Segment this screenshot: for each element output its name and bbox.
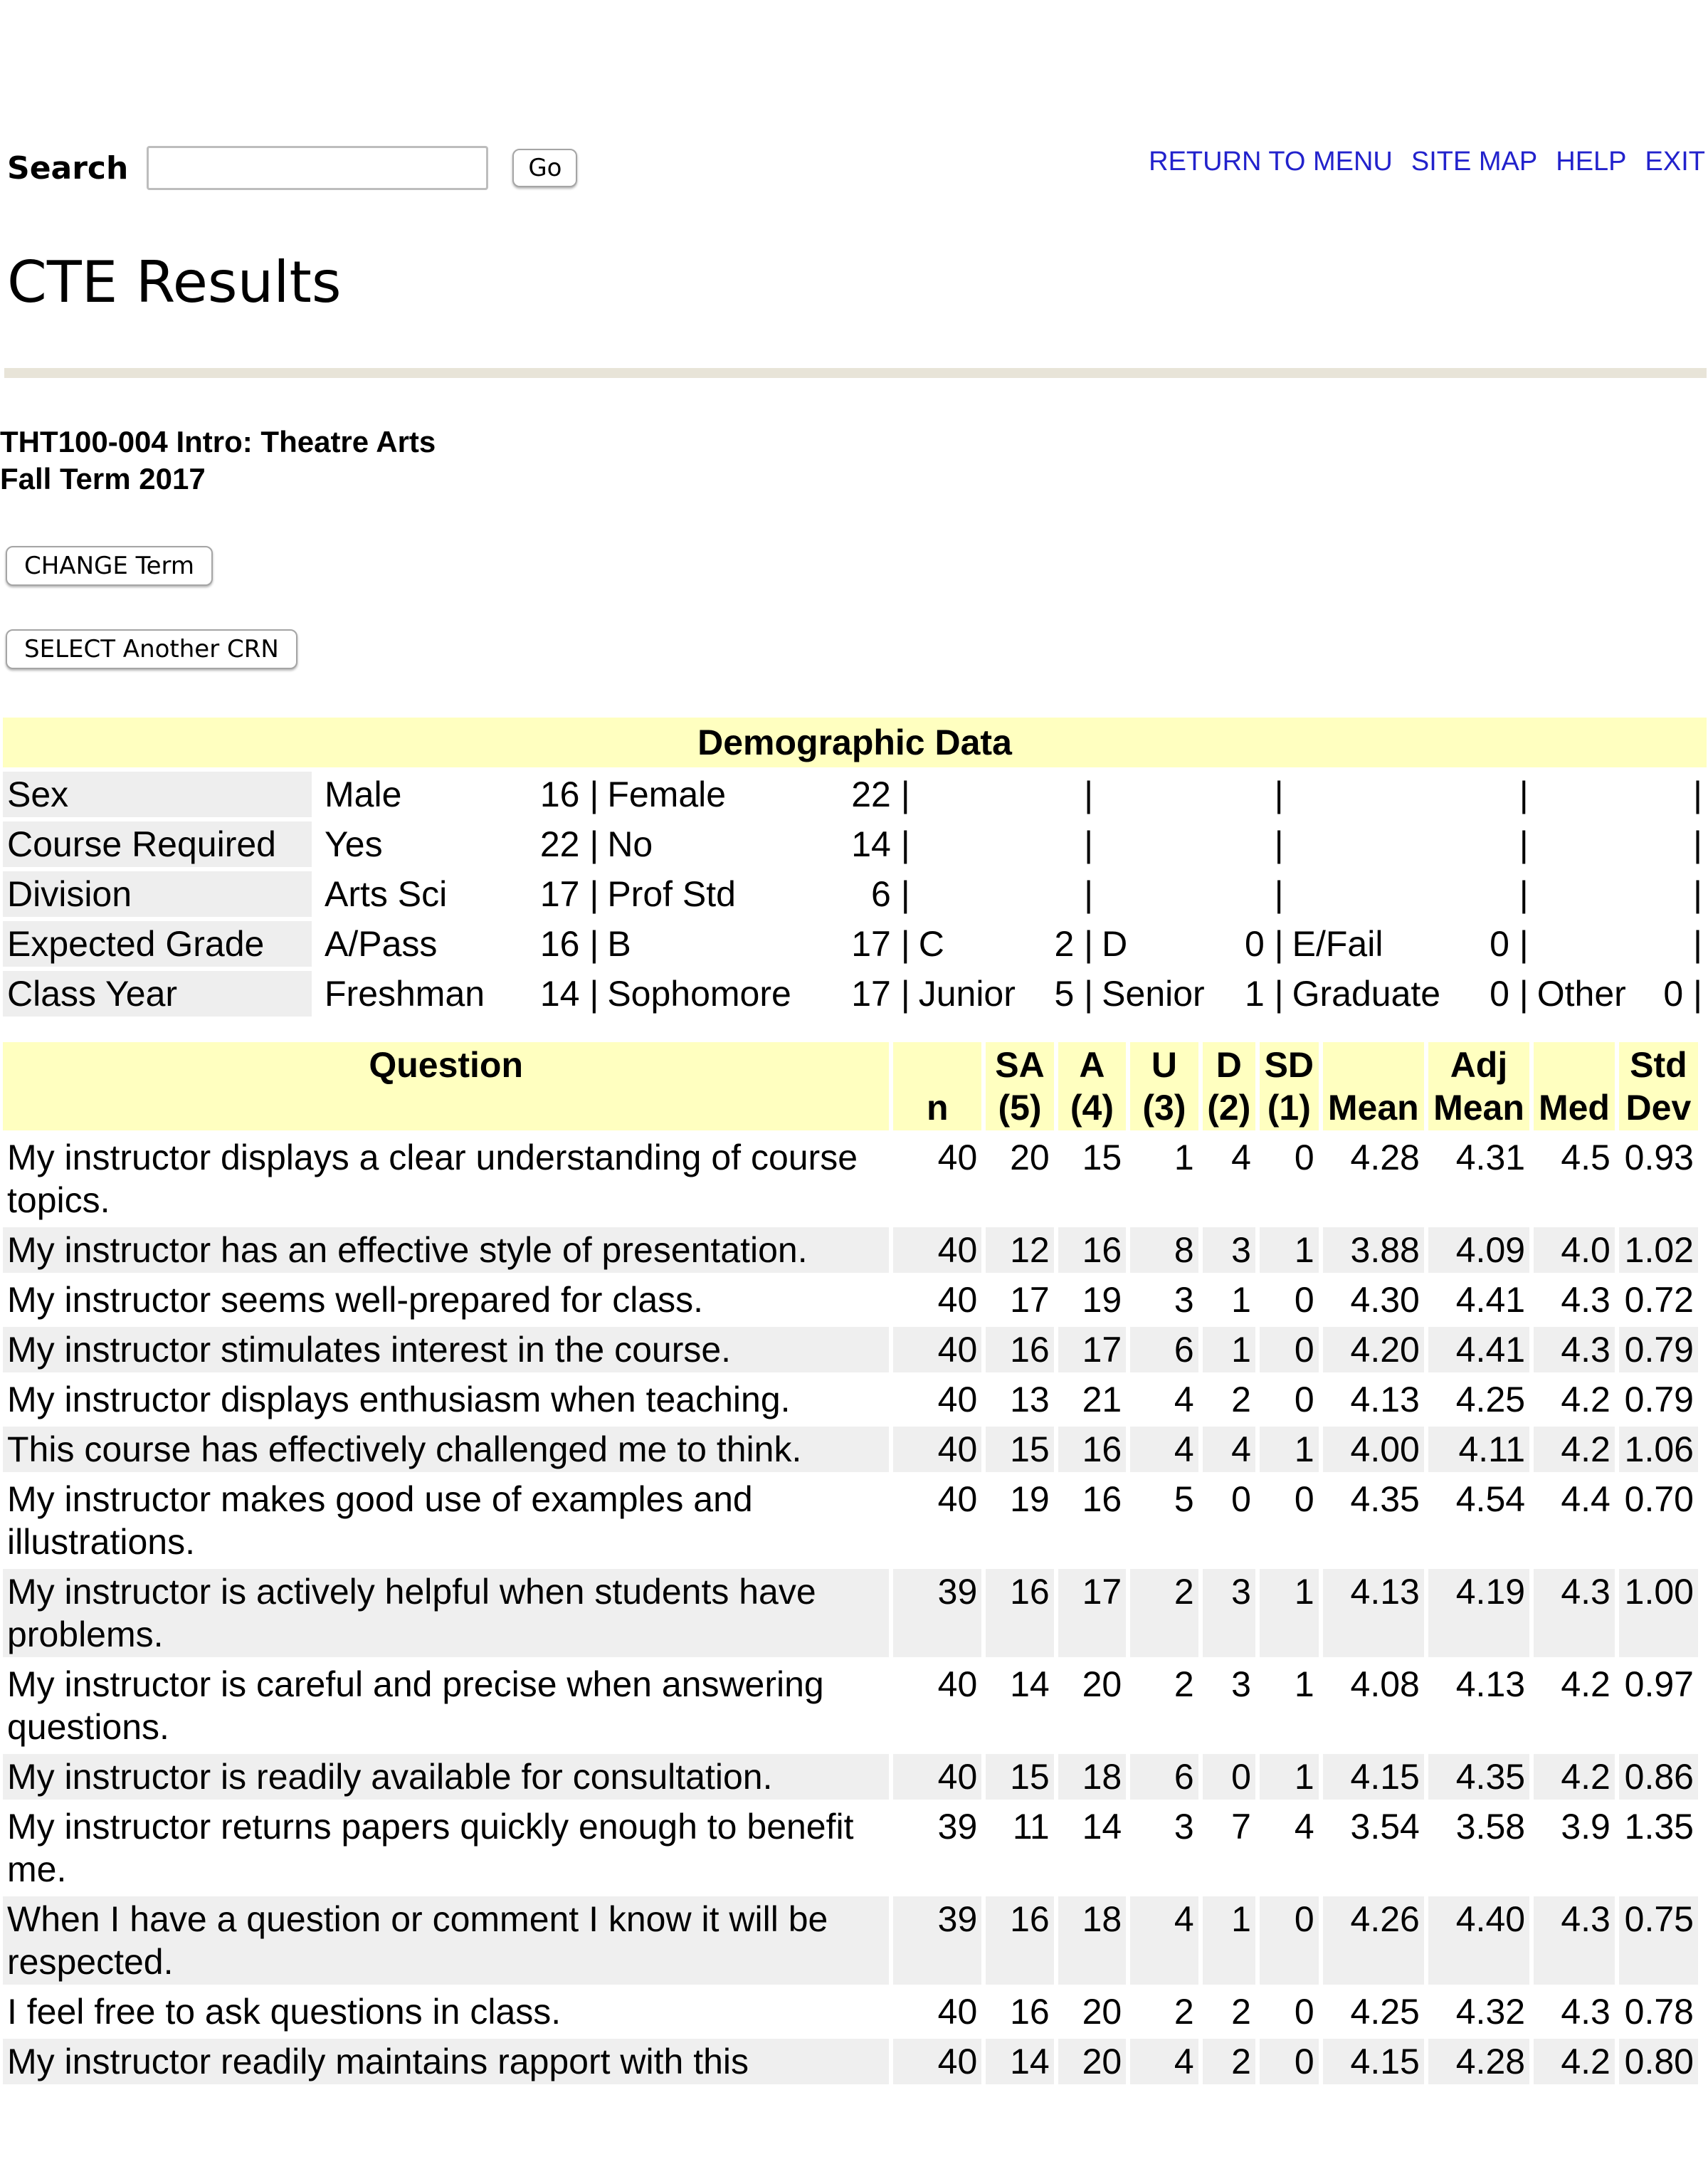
- table-row: [3, 1754, 1698, 1800]
- demographic-count: |: [1693, 924, 1702, 964]
- question-value: 0.86: [1619, 1754, 1698, 1800]
- question-text: My instructor returns papers quickly enough to benefit me.: [7, 1807, 854, 1889]
- question-value: 4: [1130, 1427, 1198, 1472]
- question-value: 40: [937, 1479, 978, 1519]
- question-value: 4.25: [1350, 1992, 1420, 2032]
- question-value: 4.2: [1534, 2039, 1615, 2084]
- demographic-label: Expected Grade: [3, 921, 320, 967]
- question-text: My instructor displays a clear understanding of course topics.: [7, 1138, 858, 1220]
- question-value: 16: [1058, 1427, 1126, 1472]
- question-value: 0.75: [1619, 1896, 1698, 1985]
- demographic-count: 17 |: [851, 974, 910, 1014]
- demographic-category: [914, 871, 1041, 917]
- demographic-count: |: [1519, 774, 1529, 814]
- demographic-category: [1533, 871, 1650, 917]
- question-value: 1.35: [1624, 1807, 1694, 1847]
- question-value: 4.13: [1455, 1664, 1526, 1704]
- question-value: 3: [1231, 1664, 1251, 1704]
- table-row: [3, 1989, 1698, 2034]
- question-value: 4.2: [1534, 1754, 1615, 1800]
- question-value: 4: [1231, 1138, 1251, 1177]
- question-value: 4.3: [1534, 1896, 1615, 1985]
- question-text: My instructor is readily available for consultation.: [3, 1754, 889, 1800]
- col-d: D (2): [1203, 1042, 1255, 1130]
- question-value: 0.72: [1624, 1280, 1694, 1320]
- question-value: 0.97: [1624, 1664, 1694, 1704]
- search-bar: [7, 146, 577, 190]
- question-value: 0: [1294, 1138, 1314, 1177]
- col-std-dev: Std Dev: [1619, 1042, 1698, 1130]
- table-row: [3, 2039, 1698, 2084]
- question-value: 0: [1260, 1327, 1319, 1372]
- question-value: 1: [1260, 1754, 1319, 1800]
- demographic-label: Class Year: [3, 971, 320, 1017]
- demographic-label: Division: [3, 871, 320, 917]
- demographic-count: 17 |: [539, 874, 599, 914]
- demographic-category: B: [607, 924, 631, 964]
- demographic-row: [3, 772, 1707, 817]
- question-value: 4: [1130, 1896, 1198, 1985]
- question-value: 16: [1010, 1992, 1050, 2032]
- demographic-category: [1533, 772, 1650, 817]
- demographic-count: |: [1084, 824, 1094, 864]
- question-value: 40: [937, 1280, 978, 1320]
- question-value: 4.0: [1534, 1227, 1615, 1273]
- question-value: 20: [1058, 2039, 1126, 2084]
- question-value: 4.28: [1350, 1138, 1420, 1177]
- demographic-count: 6 |: [871, 874, 910, 914]
- demographic-category: Prof Std: [607, 874, 736, 914]
- course-term: Fall Term 2017: [0, 462, 206, 495]
- question-value: 2: [1231, 1380, 1251, 1419]
- question-value: 0: [1294, 1380, 1314, 1419]
- demographic-category: Yes: [325, 824, 383, 864]
- course-info: [0, 424, 436, 498]
- col-u: U (3): [1130, 1042, 1198, 1130]
- demographic-category: No: [607, 824, 653, 864]
- question-value: 5: [1174, 1479, 1194, 1519]
- demographic-count: 16 |: [539, 924, 599, 964]
- col-median: Med: [1534, 1042, 1615, 1130]
- demographic-count: |: [1693, 824, 1702, 864]
- question-value: 4.20: [1323, 1327, 1424, 1372]
- question-value: 2: [1231, 1992, 1251, 2032]
- question-value: 14: [1010, 1664, 1050, 1704]
- demographic-count: 16 |: [539, 774, 599, 814]
- question-value: 1.02: [1619, 1227, 1698, 1273]
- demographic-row: [3, 821, 1707, 867]
- question-value: 4.13: [1350, 1380, 1420, 1419]
- question-text: My instructor is actively helpful when students have problems.: [3, 1569, 889, 1657]
- col-sa: SA (5): [986, 1042, 1053, 1130]
- question-value: 3: [1174, 1280, 1194, 1320]
- question-value: 0.79: [1619, 1327, 1698, 1372]
- question-text: This course has effectively challenged me to think.: [3, 1427, 889, 1472]
- question-value: 4.32: [1455, 1992, 1526, 2032]
- question-value: 0: [1294, 1992, 1314, 2032]
- question-value: 16: [986, 1327, 1053, 1372]
- question-value: 14: [986, 2039, 1053, 2084]
- question-value: 18: [1058, 1896, 1126, 1985]
- demographic-category: [1288, 772, 1476, 817]
- question-value: 16: [1058, 1227, 1126, 1273]
- question-value: 40: [937, 1380, 978, 1419]
- question-value: 39: [893, 1896, 981, 1985]
- question-value: 3.9: [1561, 1807, 1611, 1847]
- question-value: 4: [1174, 1380, 1194, 1419]
- question-text: My instructor stimulates interest in the course.: [3, 1327, 889, 1372]
- col-n: n: [893, 1042, 981, 1130]
- question-value: 4.4: [1561, 1479, 1611, 1519]
- question-value: 40: [893, 1327, 981, 1372]
- demographic-category: [1097, 772, 1231, 817]
- table-row: [3, 1476, 1698, 1565]
- demographic-category: [1097, 871, 1231, 917]
- demographic-row: [3, 871, 1707, 917]
- demographic-category: Other: [1536, 974, 1626, 1014]
- table-row: [3, 1277, 1698, 1323]
- demographic-category: D: [1102, 924, 1128, 964]
- question-text: My instructor seems well-prepared for class.: [7, 1280, 704, 1320]
- question-value: 0: [1260, 1896, 1319, 1985]
- question-value: 4.2: [1561, 1380, 1611, 1419]
- question-value: 0.70: [1624, 1479, 1694, 1519]
- demographic-category: C: [918, 924, 944, 964]
- demographic-count: |: [1519, 824, 1529, 864]
- question-value: 3: [1203, 1227, 1255, 1273]
- question-value: 4.5: [1561, 1138, 1611, 1177]
- question-text: My instructor displays enthusiasm when teaching.: [7, 1380, 791, 1419]
- question-value: 4.30: [1350, 1280, 1420, 1320]
- question-value: 40: [937, 1992, 978, 2032]
- col-a: A (4): [1058, 1042, 1126, 1130]
- help-link[interactable]: HELP: [1556, 147, 1627, 177]
- exit-link[interactable]: EXIT: [1645, 147, 1705, 177]
- question-value: 4.00: [1323, 1427, 1424, 1472]
- change-term-button[interactable]: CHANGE Term: [6, 546, 213, 586]
- demographic-count: 0 |: [1244, 924, 1284, 964]
- question-value: 4.3: [1561, 1280, 1611, 1320]
- demographic-count: 17 |: [851, 924, 910, 964]
- question-value: 16: [986, 1569, 1053, 1657]
- question-value: 0: [1294, 1479, 1314, 1519]
- demographic-count: |: [1084, 874, 1094, 914]
- question-value: 4.3: [1534, 1327, 1615, 1372]
- question-value: 40: [937, 1138, 978, 1177]
- go-button[interactable]: Go: [512, 149, 577, 187]
- table-row: [3, 1661, 1698, 1750]
- demographic-count: 0 |: [1490, 924, 1529, 964]
- question-value: 40: [893, 1754, 981, 1800]
- question-value: 6: [1130, 1754, 1198, 1800]
- question-value: 4.28: [1428, 2039, 1529, 2084]
- question-value: 0: [1294, 1280, 1314, 1320]
- search-label: Search: [7, 149, 129, 187]
- demographic-label: Sex: [3, 772, 320, 817]
- table-row: [3, 1804, 1698, 1892]
- question-text: My instructor is careful and precise when answering questions.: [7, 1664, 824, 1747]
- question-value: 40: [893, 2039, 981, 2084]
- demographic-count: 5 |: [1054, 974, 1094, 1014]
- question-value: 40: [937, 1664, 978, 1704]
- demographic-label: Course Required: [3, 821, 320, 867]
- demographic-category: [1097, 821, 1231, 867]
- question-value: 4.08: [1350, 1664, 1420, 1704]
- question-value: 3: [1174, 1807, 1194, 1847]
- question-value: 4.2: [1561, 1664, 1611, 1704]
- question-value: 2: [1130, 1569, 1198, 1657]
- demographic-category: E/Fail: [1292, 924, 1383, 964]
- question-value: 0: [1203, 1754, 1255, 1800]
- col-sd: SD (1): [1260, 1042, 1319, 1130]
- question-value: 20: [1082, 1664, 1122, 1704]
- table-row: [3, 1896, 1698, 1985]
- question-value: 1.06: [1619, 1427, 1698, 1472]
- search-input[interactable]: [147, 146, 488, 190]
- demographic-count: |: [1084, 774, 1094, 814]
- demographic-count: |: [1274, 824, 1284, 864]
- demographic-row: [3, 921, 1707, 967]
- question-value: 13: [1010, 1380, 1050, 1419]
- question-value: 2: [1174, 1992, 1194, 2032]
- demographic-count: |: [1693, 774, 1702, 814]
- demographic-count: |: [1519, 874, 1529, 914]
- question-value: 40: [893, 1427, 981, 1472]
- question-value: 4.35: [1350, 1479, 1420, 1519]
- question-text: My instructor makes good use of examples and illustrations.: [7, 1479, 753, 1562]
- question-value: 15: [1082, 1138, 1122, 1177]
- question-text: I feel free to ask questions in class.: [7, 1992, 562, 2032]
- question-value: 4: [1294, 1807, 1314, 1847]
- demographic-category: [1533, 821, 1650, 867]
- question-value: 18: [1058, 1754, 1126, 1800]
- demographic-category: [1288, 871, 1476, 917]
- question-value: 16: [986, 1896, 1053, 1985]
- questions-table: [0, 1038, 1702, 2089]
- question-value: 21: [1082, 1380, 1122, 1419]
- question-value: 1: [1203, 1896, 1255, 1985]
- demographic-count: 2 |: [1054, 924, 1094, 964]
- col-adj-mean: Adj Mean: [1428, 1042, 1529, 1130]
- demographic-category: Male: [325, 774, 402, 814]
- question-value: 1: [1174, 1138, 1194, 1177]
- demographic-category: A/Pass: [325, 924, 438, 964]
- question-value: 0.80: [1619, 2039, 1698, 2084]
- demographic-header: Demographic Data: [3, 718, 1707, 767]
- demographic-count: |: [1274, 774, 1284, 814]
- question-value: 2: [1174, 1664, 1194, 1704]
- question-value: 0.78: [1624, 1992, 1694, 2032]
- demographic-category: Female: [607, 774, 727, 814]
- question-value: 3.54: [1350, 1807, 1420, 1847]
- question-value: 4.15: [1323, 2039, 1424, 2084]
- question-value: 1: [1260, 1569, 1319, 1657]
- question-value: 3.58: [1455, 1807, 1526, 1847]
- question-value: 2: [1203, 2039, 1255, 2084]
- question-value: 39: [893, 1569, 981, 1657]
- question-value: 4.41: [1428, 1327, 1529, 1372]
- table-row: [3, 1327, 1698, 1372]
- demographic-category: Sophomore: [607, 974, 791, 1014]
- demographic-category: [1288, 821, 1476, 867]
- demographic-row: [3, 971, 1707, 1017]
- question-value: 3: [1203, 1569, 1255, 1657]
- question-value: 7: [1231, 1807, 1251, 1847]
- question-value: 4.54: [1455, 1479, 1526, 1519]
- question-value: 4.15: [1323, 1754, 1424, 1800]
- question-value: 4.2: [1534, 1427, 1615, 1472]
- question-value: 39: [937, 1807, 978, 1847]
- question-value: 4.11: [1428, 1427, 1529, 1472]
- question-value: 20: [1010, 1138, 1050, 1177]
- question-value: 4.3: [1534, 1569, 1615, 1657]
- demographic-category: Graduate: [1292, 974, 1441, 1014]
- demographic-count: |: [1274, 874, 1284, 914]
- question-value: 4.40: [1428, 1896, 1529, 1985]
- question-text: My instructor readily maintains rapport with this: [3, 2039, 889, 2084]
- page-title: CTE Results: [7, 249, 342, 315]
- question-text: When I have a question or comment I know it will be respected.: [3, 1896, 889, 1985]
- demographic-count: |: [1693, 874, 1702, 914]
- question-value: 1: [1231, 1280, 1251, 1320]
- col-question: Question: [3, 1042, 889, 1130]
- demographic-count: 0 |: [1490, 974, 1529, 1014]
- demographic-category: [1533, 921, 1650, 967]
- table-row: [3, 1569, 1698, 1657]
- demographic-table: [3, 713, 1707, 1021]
- demographic-count: 1 |: [1244, 974, 1284, 1014]
- question-value: 19: [1010, 1479, 1050, 1519]
- question-value: 0.79: [1624, 1380, 1694, 1419]
- demographic-category: [914, 772, 1041, 817]
- question-value: 15: [986, 1427, 1053, 1472]
- question-value: 6: [1130, 1327, 1198, 1372]
- question-value: 20: [1082, 1992, 1122, 2032]
- question-value: 4: [1130, 2039, 1198, 2084]
- question-value: 1.00: [1619, 1569, 1698, 1657]
- table-row: [3, 1377, 1698, 1422]
- question-value: 15: [986, 1754, 1053, 1800]
- question-value: 4.3: [1561, 1992, 1611, 2032]
- demographic-count: 14 |: [539, 974, 599, 1014]
- demographic-count: 0 |: [1663, 974, 1702, 1014]
- question-text: My instructor has an effective style of presentation.: [3, 1227, 889, 1273]
- question-value: 4.41: [1455, 1280, 1526, 1320]
- question-value: 17: [1058, 1569, 1126, 1657]
- question-value: 1: [1203, 1327, 1255, 1372]
- question-value: 4.09: [1428, 1227, 1529, 1273]
- demographic-count: 22 |: [851, 774, 910, 814]
- demographic-category: [914, 821, 1041, 867]
- table-row: [3, 1227, 1698, 1273]
- question-value: 0: [1260, 2039, 1319, 2084]
- demographic-category: Senior: [1102, 974, 1205, 1014]
- select-crn-button[interactable]: SELECT Another CRN: [6, 629, 297, 669]
- demographic-count: 14 |: [851, 824, 910, 864]
- question-value: 19: [1082, 1280, 1122, 1320]
- question-value: 1: [1260, 1427, 1319, 1472]
- question-value: 11: [1012, 1807, 1050, 1847]
- question-value: 4.35: [1428, 1754, 1529, 1800]
- question-value: 16: [1082, 1479, 1122, 1519]
- demographic-category: Freshman: [325, 974, 485, 1014]
- demographic-count: 22 |: [539, 824, 599, 864]
- course-title: THT100-004 Intro: Theatre Arts: [0, 425, 436, 458]
- question-value: 12: [986, 1227, 1053, 1273]
- question-value: 0.93: [1624, 1138, 1694, 1177]
- table-row: [3, 1427, 1698, 1472]
- question-value: 17: [1010, 1280, 1050, 1320]
- question-value: 4.19: [1428, 1569, 1529, 1657]
- question-value: 17: [1058, 1327, 1126, 1372]
- question-value: 40: [893, 1227, 981, 1273]
- question-value: 8: [1130, 1227, 1198, 1273]
- question-value: 1: [1260, 1227, 1319, 1273]
- question-value: 4.26: [1323, 1896, 1424, 1985]
- question-value: 4.25: [1455, 1380, 1526, 1419]
- demographic-category: Junior: [918, 974, 1016, 1014]
- question-value: 1: [1294, 1664, 1314, 1704]
- col-mean: Mean: [1323, 1042, 1424, 1130]
- top-navigation: [1130, 147, 1705, 177]
- table-row: [3, 1135, 1698, 1223]
- question-value: 4: [1203, 1427, 1255, 1472]
- question-value: 0: [1231, 1479, 1251, 1519]
- site-map-link[interactable]: SITE MAP: [1411, 147, 1538, 177]
- question-value: 14: [1082, 1807, 1122, 1847]
- divider: [4, 368, 1707, 378]
- question-value: 4.13: [1323, 1569, 1424, 1657]
- return-to-menu-link[interactable]: RETURN TO MENU: [1149, 147, 1393, 177]
- question-value: 4.31: [1455, 1138, 1526, 1177]
- question-value: 3.88: [1323, 1227, 1424, 1273]
- demographic-category: Arts Sci: [325, 874, 448, 914]
